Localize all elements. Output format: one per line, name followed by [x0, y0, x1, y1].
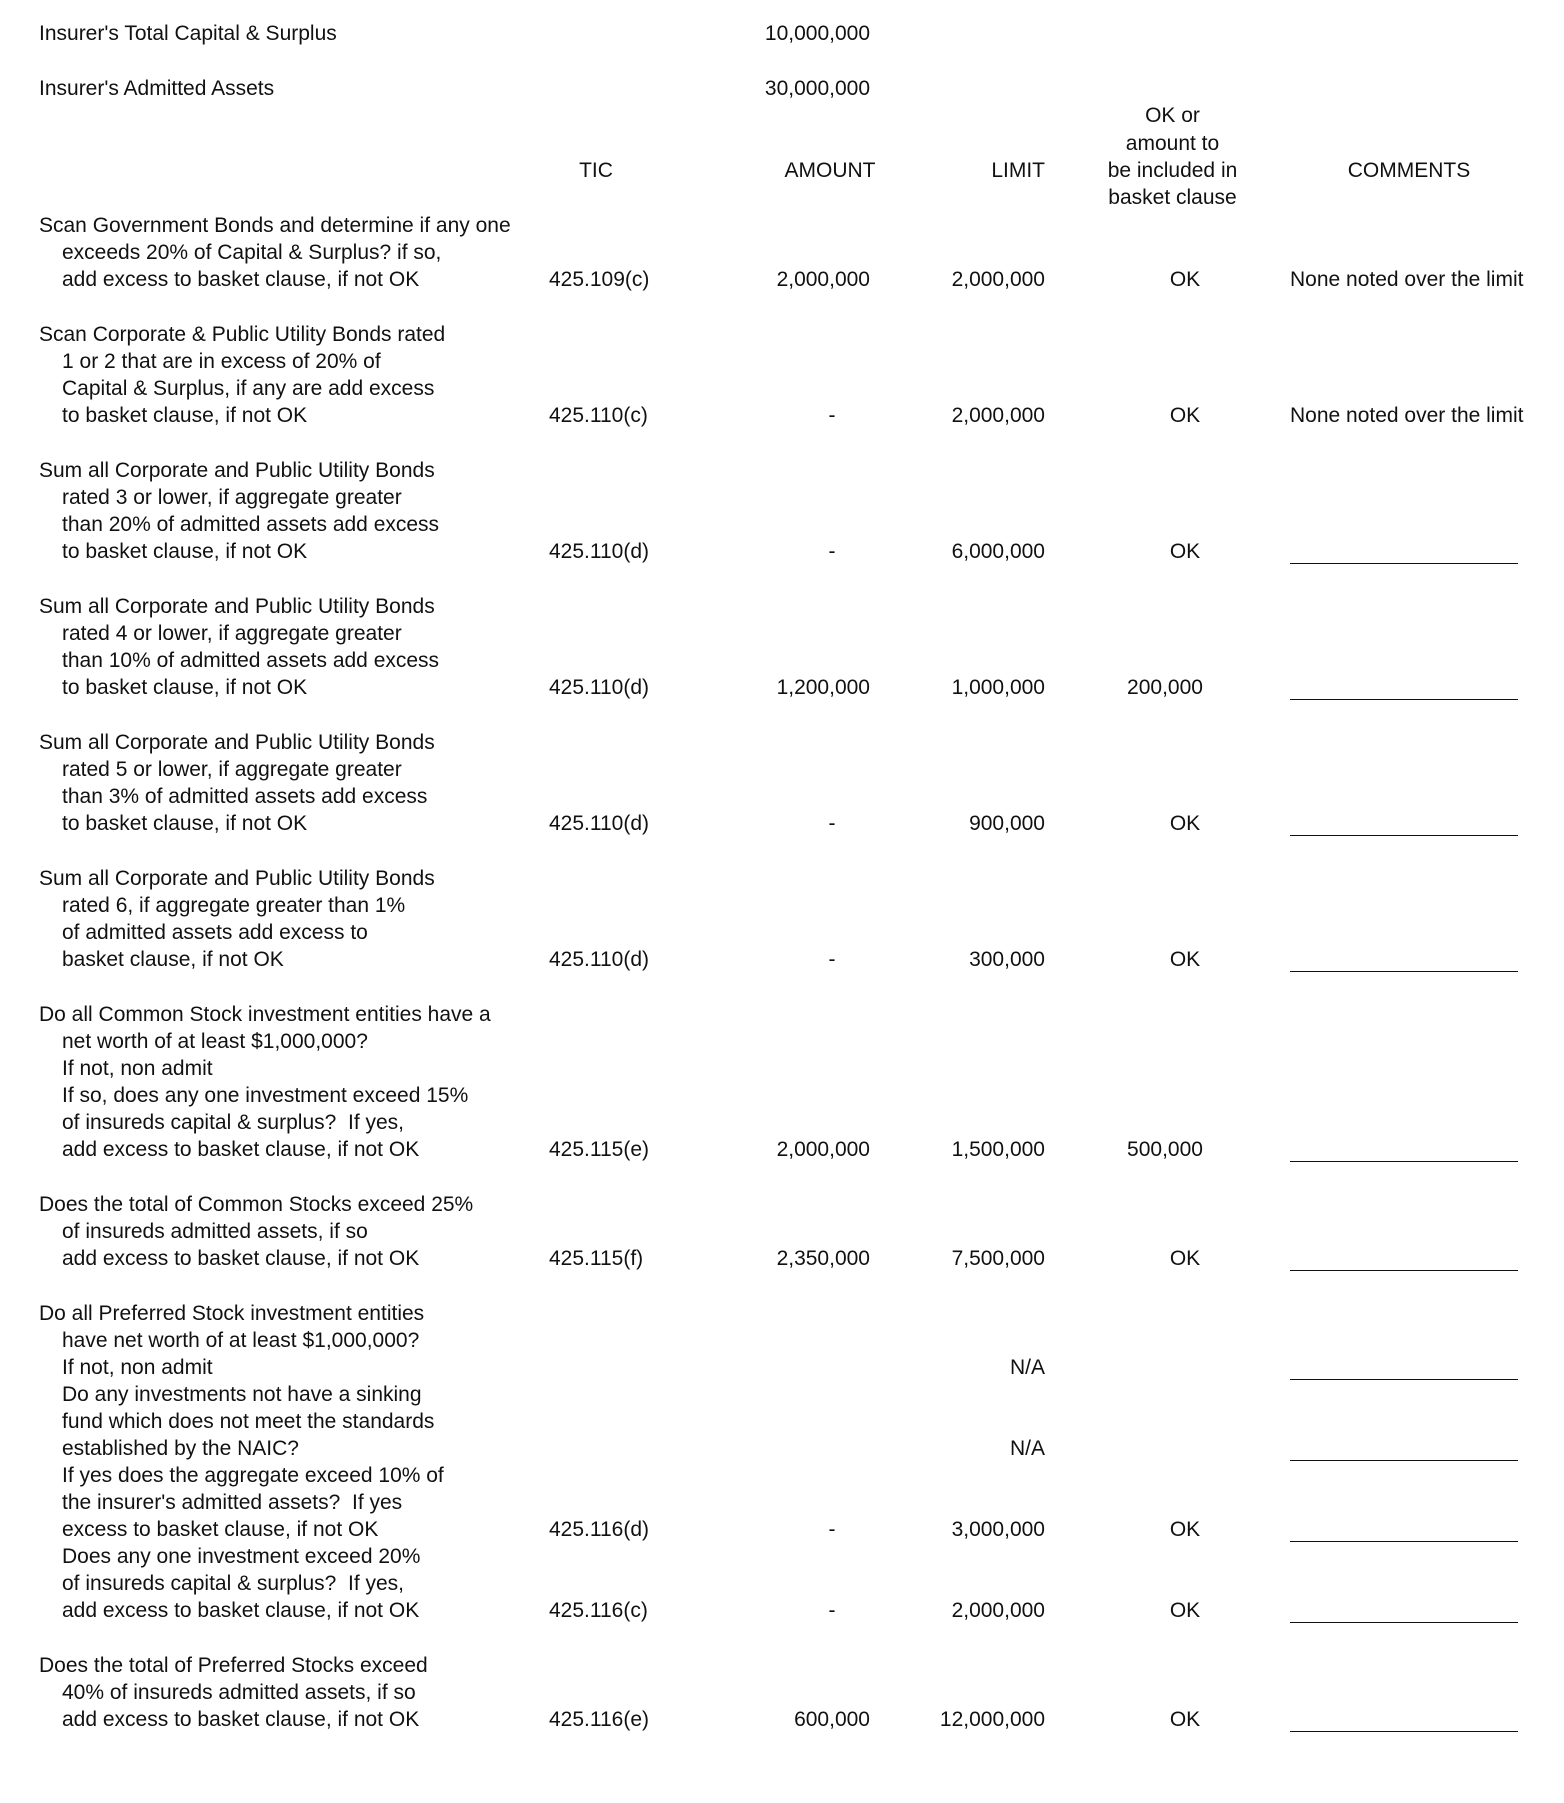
row-7-desc-line-1: Do all Common Stock investment entities have a: [39, 1003, 491, 1026]
row-6-desc-line-3: of admitted assets add excess to: [62, 921, 368, 944]
row-9-comment-blank-4: [1290, 1622, 1518, 1623]
row-3-desc-line-1: Sum all Corporate and Public Utility Bonds: [39, 459, 435, 482]
row-9-desc-line-8: the insurer's admitted assets? If yes: [62, 1491, 403, 1514]
row-1-ok: OK: [1169, 268, 1201, 291]
row-1-desc-line-2: exceeds 20% of Capital & Surplus? if so,: [62, 241, 442, 264]
row-2-desc-line-1: Scan Corporate & Public Utility Bonds rated: [39, 323, 446, 346]
row-9-na-1: N/A: [1009, 1356, 1045, 1379]
header-ok-line-4: basket clause: [1108, 186, 1237, 209]
row-9-desc-line-4: Do any investments not have a sinking: [62, 1383, 422, 1406]
row-3-ok: OK: [1169, 540, 1201, 563]
row-4-tic: 425.110(d): [549, 676, 650, 699]
capital-label: Insurer's Total Capital & Surplus: [39, 22, 337, 45]
row-8-desc-line-3: add excess to basket clause, if not OK: [62, 1247, 420, 1270]
header-amount: AMOUNT: [784, 159, 876, 182]
row-2-amount: -: [828, 404, 836, 427]
row-9-sub-1-limit: 3,000,000: [951, 1518, 1045, 1541]
row-5-ok: OK: [1169, 812, 1201, 835]
row-1-amount: 2,000,000: [776, 268, 870, 291]
row-8-amount: 2,350,000: [776, 1247, 870, 1270]
row-6-limit: 300,000: [969, 948, 1045, 971]
row-5-limit: 900,000: [969, 812, 1045, 835]
row-6-comment-blank: [1290, 971, 1518, 972]
row-9-desc-line-5: fund which does not meet the standards: [62, 1410, 435, 1433]
row-9-comment-blank-1: [1290, 1379, 1518, 1380]
row-1-tic: 425.109(c): [549, 268, 650, 291]
row-7-desc-line-3: If not, non admit: [62, 1057, 213, 1080]
row-9-desc-line-12: add excess to basket clause, if not OK: [62, 1599, 420, 1622]
row-6-desc-line-2: rated 6, if aggregate greater than 1%: [62, 894, 406, 917]
row-3-desc-line-3: than 20% of admitted assets add excess: [62, 513, 440, 536]
header-ok-line-2: amount to: [1125, 132, 1220, 155]
row-3-comment-blank: [1290, 563, 1518, 564]
row-8-tic: 425.115(f): [549, 1247, 644, 1270]
row-7-desc-line-4: If so, does any one investment exceed 15%: [62, 1084, 469, 1107]
row-2-comment: None noted over the limit: [1290, 404, 1524, 427]
row-3-amount: -: [828, 540, 836, 563]
row-10-desc-line-3: add excess to basket clause, if not OK: [62, 1708, 420, 1731]
row-3-desc-line-2: rated 3 or lower, if aggregate greater: [62, 486, 402, 509]
row-9-comment-blank-2: [1290, 1460, 1518, 1461]
row-9-desc-line-6: established by the NAIC?: [62, 1437, 299, 1460]
row-7-tic: 425.115(e): [549, 1138, 650, 1161]
header-ok-line-3: be included in: [1107, 159, 1238, 182]
row-1-desc-line-3: add excess to basket clause, if not OK: [62, 268, 420, 291]
row-9-desc-line-9: excess to basket clause, if not OK: [62, 1518, 379, 1541]
row-1-comment: None noted over the limit: [1290, 268, 1524, 291]
row-4-desc-line-1: Sum all Corporate and Public Utility Bonds: [39, 595, 435, 618]
row-8-desc-line-1: Does the total of Common Stocks exceed 25%: [39, 1193, 474, 1216]
row-5-comment-blank: [1290, 835, 1518, 836]
row-6-tic: 425.110(d): [549, 948, 650, 971]
header-comments: COMMENTS: [1347, 159, 1471, 182]
row-3-limit: 6,000,000: [951, 540, 1045, 563]
row-8-limit: 7,500,000: [951, 1247, 1045, 1270]
row-2-desc-line-4: to basket clause, if not OK: [62, 404, 308, 427]
row-1-desc-line-1: Scan Government Bonds and determine if any one: [39, 214, 511, 237]
admitted-assets-label: Insurer's Admitted Assets: [39, 77, 275, 100]
capital-value: 10,000,000: [764, 22, 870, 45]
row-9-sub-1-amount: -: [828, 1518, 836, 1541]
row-5-amount: -: [828, 812, 836, 835]
row-10-limit: 12,000,000: [939, 1708, 1045, 1731]
row-9-desc-line-2: have net worth of at least $1,000,000?: [62, 1329, 420, 1352]
row-9-desc-line-7: If yes does the aggregate exceed 10% of: [62, 1464, 444, 1487]
row-7-desc-line-2: net worth of at least $1,000,000?: [62, 1030, 368, 1053]
row-10-desc-line-1: Does the total of Preferred Stocks exceed: [39, 1654, 428, 1677]
row-9-desc-line-1: Do all Preferred Stock investment entities: [39, 1302, 425, 1325]
row-5-tic: 425.110(d): [549, 812, 650, 835]
row-2-desc-line-2: 1 or 2 that are in excess of 20% of: [62, 350, 381, 373]
header-limit: LIMIT: [991, 159, 1045, 182]
row-5-desc-line-1: Sum all Corporate and Public Utility Bonds: [39, 731, 435, 754]
row-1-limit: 2,000,000: [951, 268, 1045, 291]
row-4-comment-blank: [1290, 699, 1518, 700]
row-5-desc-line-4: to basket clause, if not OK: [62, 812, 308, 835]
row-5-desc-line-2: rated 5 or lower, if aggregate greater: [62, 758, 402, 781]
row-4-limit: 1,000,000: [951, 676, 1045, 699]
row-7-desc-line-6: add excess to basket clause, if not OK: [62, 1138, 420, 1161]
row-3-desc-line-4: to basket clause, if not OK: [62, 540, 308, 563]
row-8-comment-blank: [1290, 1270, 1518, 1271]
row-4-desc-line-2: rated 4 or lower, if aggregate greater: [62, 622, 402, 645]
row-9-comment-blank-3: [1290, 1541, 1518, 1542]
row-6-amount: -: [828, 948, 836, 971]
admitted-assets-value: 30,000,000: [764, 77, 870, 100]
row-9-sub-2-limit: 2,000,000: [951, 1599, 1045, 1622]
header-tic: TIC: [579, 159, 613, 182]
row-9-sub-1-tic: 425.116(d): [549, 1518, 650, 1541]
row-7-ok: 500,000: [1127, 1138, 1203, 1161]
row-2-ok: OK: [1169, 404, 1201, 427]
row-9-sub-2-amount: -: [828, 1599, 836, 1622]
row-6-desc-line-1: Sum all Corporate and Public Utility Bonds: [39, 867, 435, 890]
row-7-desc-line-5: of insureds capital & surplus? If yes,: [62, 1111, 404, 1134]
row-2-limit: 2,000,000: [951, 404, 1045, 427]
row-4-desc-line-3: than 10% of admitted assets add excess: [62, 649, 440, 672]
row-3-tic: 425.110(d): [549, 540, 650, 563]
row-10-desc-line-2: 40% of insureds admitted assets, if so: [62, 1681, 416, 1704]
row-2-tic: 425.110(c): [549, 404, 648, 427]
row-9-sub-1-ok: OK: [1169, 1518, 1201, 1541]
row-2-desc-line-3: Capital & Surplus, if any are add excess: [62, 377, 435, 400]
row-9-desc-line-3: If not, non admit: [62, 1356, 213, 1379]
row-9-desc-line-11: of insureds capital & surplus? If yes,: [62, 1572, 404, 1595]
row-4-desc-line-4: to basket clause, if not OK: [62, 676, 308, 699]
header-ok-line-1: OK or: [1145, 104, 1200, 127]
row-6-desc-line-4: basket clause, if not OK: [62, 948, 284, 971]
row-10-tic: 425.116(e): [549, 1708, 650, 1731]
row-4-ok: 200,000: [1127, 676, 1203, 699]
row-10-comment-blank: [1290, 1731, 1518, 1732]
row-10-ok: OK: [1169, 1708, 1201, 1731]
row-7-comment-blank: [1290, 1161, 1518, 1162]
row-8-desc-line-2: of insureds admitted assets, if so: [62, 1220, 368, 1243]
row-7-amount: 2,000,000: [776, 1138, 870, 1161]
row-9-desc-line-10: Does any one investment exceed 20%: [62, 1545, 421, 1568]
row-6-ok: OK: [1169, 948, 1201, 971]
row-7-limit: 1,500,000: [951, 1138, 1045, 1161]
row-9-sub-2-tic: 425.116(c): [549, 1599, 648, 1622]
row-8-ok: OK: [1169, 1247, 1201, 1270]
row-9-sub-2-ok: OK: [1169, 1599, 1201, 1622]
row-5-desc-line-3: than 3% of admitted assets add excess: [62, 785, 428, 808]
row-10-amount: 600,000: [794, 1708, 870, 1731]
row-4-amount: 1,200,000: [776, 676, 870, 699]
row-9-na-2: N/A: [1009, 1437, 1045, 1460]
